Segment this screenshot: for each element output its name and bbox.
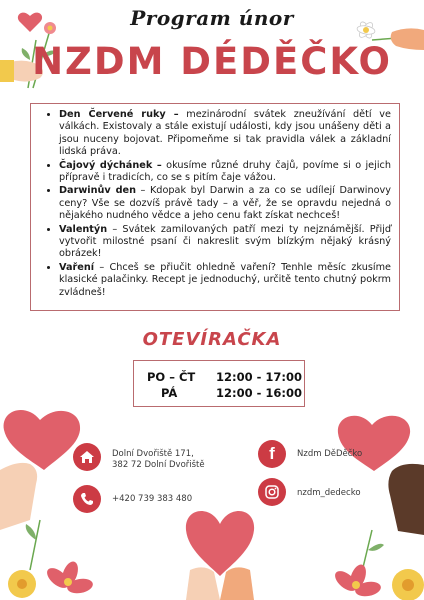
hands-with-heart-right-illustration [330, 405, 424, 600]
program-item-text: – Svátek zamilovaných patří mezi ty nejznámější. Přijď vytvořit milostné psaní či nakreslit svým blízkým nějaký krásný obrázek! [59, 223, 391, 260]
instagram-handle[interactable]: nzdm_dedecko [297, 488, 361, 498]
program-item-name: Darwinův den [59, 185, 136, 197]
program-item-valentine [59, 224, 391, 261]
page-title: NZDM DÉDĚČKO [32, 40, 392, 83]
facebook-icon: f [258, 440, 286, 468]
program-item-text: – Chceš se přiučit ohledně vaření? Tenhle měsíc zkusíme klasické palačinky. Recept je jednoduchý, určitě tento chutný pokrm zvládneš! [59, 261, 391, 298]
hours-time: 12:00 - 16:00 [216, 386, 302, 400]
program-item-text: – Kdopak byl Darwin a za co se udílejí Darwinovy ceny? Vše se dozvíš právě tady – a věř, že se opravdu nejedná o nějakého nudného vědce a jeho cenu fakt získat nechceš! [59, 185, 392, 222]
program-item-text: mezinárodní svátek zneužívání dětí ve válkách. Existovaly a stále existují události, kdy jsou unášeny děti a jsou nuceny bojovat. Připomeňme si tak pravidla válek a základní lidská práva. [59, 109, 391, 158]
hours-days: PO – ČT [147, 370, 196, 384]
address [112, 449, 205, 471]
program-box [30, 103, 400, 311]
subtitle: Program únor [130, 6, 294, 30]
program-item-name: Den Červené ruky – [59, 109, 179, 120]
address-line-2: 382 72 Dolní Dvořiště [112, 460, 205, 470]
program-item-red-hand-day [59, 109, 391, 159]
program-item-cooking [59, 262, 391, 299]
phone-number[interactable]: +420 739 383 480 [112, 494, 193, 504]
program-list [45, 109, 391, 299]
program-item-tea-party [59, 160, 391, 185]
home-icon [73, 443, 101, 471]
center-heart-illustration [180, 500, 260, 600]
phone-icon [73, 485, 101, 513]
program-item-name: Čajový dýchánek – [59, 159, 162, 171]
instagram-icon [258, 478, 286, 506]
program-item-text: okusíme různé druhy čajů, povíme si o jejich přípravě i tradicích, co se s pitím čaje vážou. [59, 159, 391, 184]
program-item-name: Vaření [59, 261, 95, 273]
program-item-darwin-day [59, 185, 391, 222]
opening-hours-heading: OTEVÍRAČKA [142, 329, 282, 350]
program-item-name: Valentýn [59, 223, 108, 235]
hours-days: PÁ [161, 386, 178, 400]
address-line-1: Dolní Dvořiště 171, [112, 449, 194, 459]
facebook-handle[interactable]: Nzdm DěDěčko [297, 449, 363, 459]
opening-hours-box [133, 360, 305, 407]
hours-time: 12:00 - 17:00 [216, 370, 302, 384]
